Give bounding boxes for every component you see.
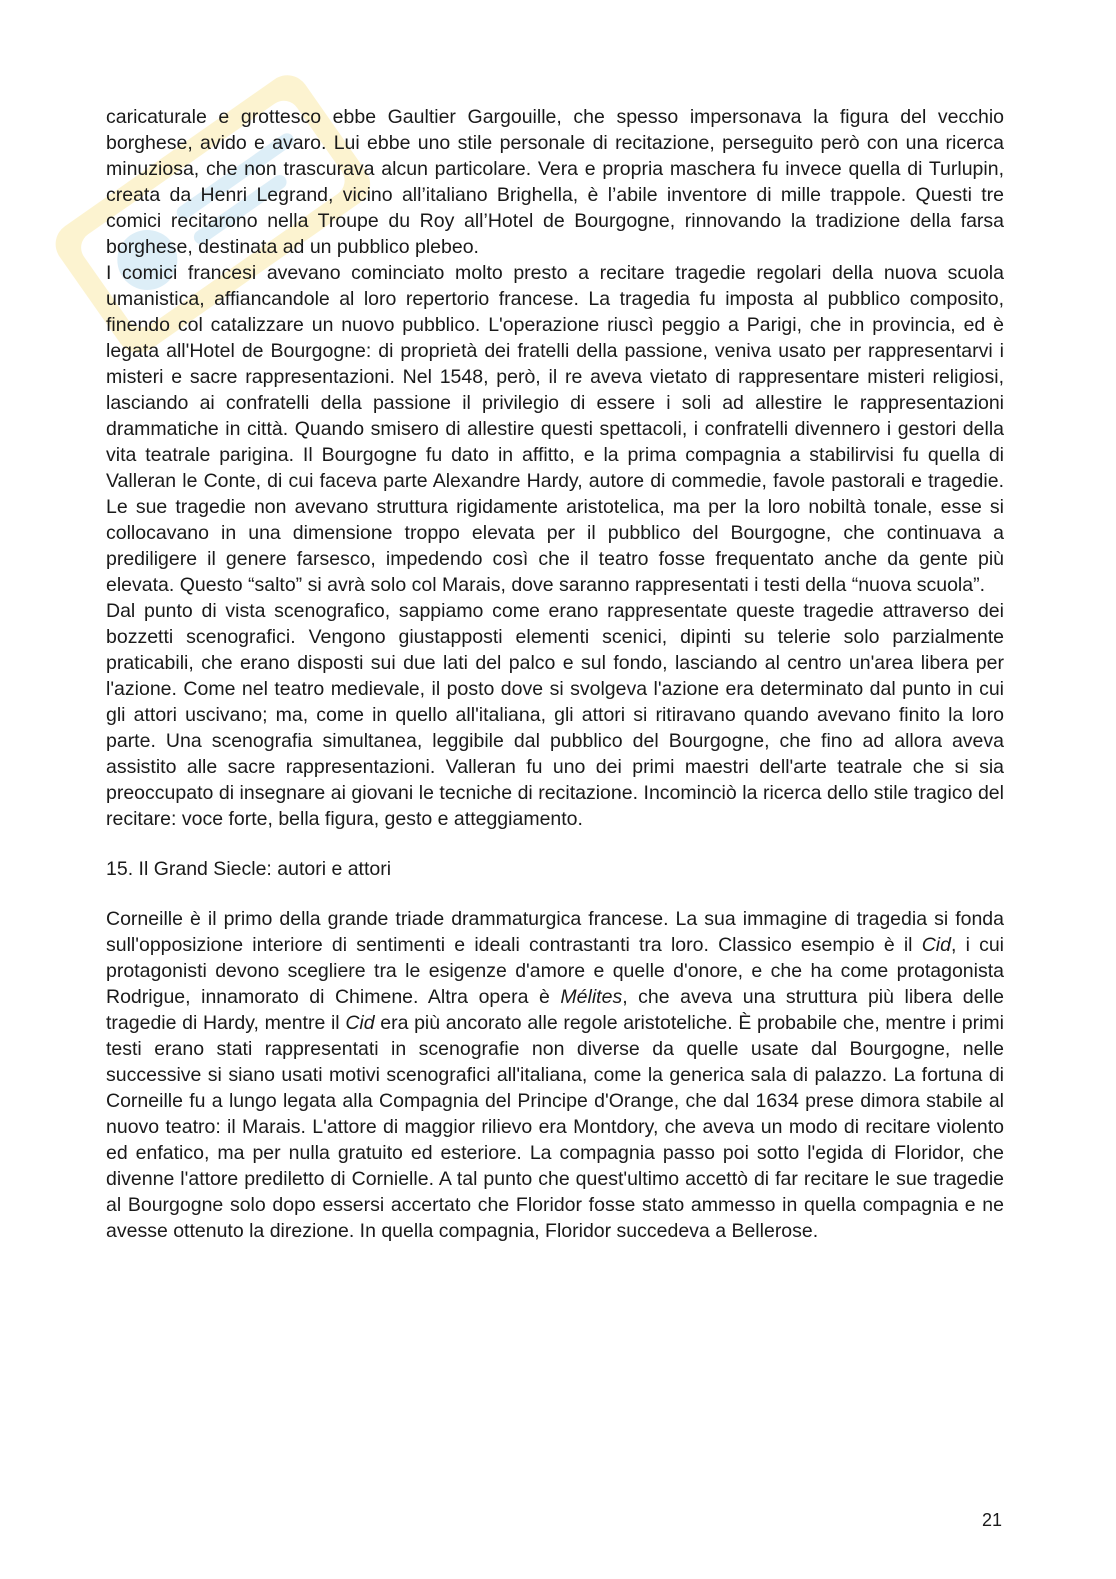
section-heading: 15. Il Grand Siecle: autori e attori (106, 858, 392, 880)
corneille-text-4: era più ancorato alle regole aristoteliche. È probabile che, mentre i primi testi erano stati rappresentati in scenografie non diverse da quelle usate dal Bourgogne, nelle successive si siano usati motivi scenografici all'italiana, come la generica sala di palazzo. La fortuna di Corneille fu a lungo legata alla Compagnia del Principe d'Orange, che dal 1634 prese dimora stabile al nuovo teatro: il Marais. L'attore di maggior rilievo era Montdory, che aveva un modo di recitare violento ed enfatico, ma per nulla gratuito ed esteriore. La compagnia passo poi sotto l'egida di Floridor, che divenne l'attore prediletto di Cornielle. A tal punto che quest'ultimo accettò di far recitare le sue tragedie al Bourgogne solo dopo essersi accertato che Floridor fosse stato ammesso in quella compagnia e ne avesse ottenuto la direzione. In quella compagnia, Floridor succedeva a Bellerose. (106, 1012, 1005, 1242)
corneille-title-cid: Cid (921, 934, 951, 956)
corneille-title-melites: Mélites (560, 986, 623, 1008)
corneille-text-3: , che aveva una struttura più libera delle tragedie di Hardy, mentre il (106, 986, 1005, 1034)
paragraph-corneille (106, 906, 1004, 1244)
corneille-text-1: Corneille è il primo della grande triade drammaturgica francese. La sua immagine di tragedia si fonda sull'opposizione interiore di sentimenti e ideali contrastanti tra loro. Classico esempio è il (106, 908, 1004, 956)
page-number: 21 (981, 1510, 1002, 1530)
paragraph-gaultier: caricaturale e grottesco ebbe Gaultier Gargouille, che spesso impersonava la figura del vecchio borghese, avido e avaro. Lui ebbe uno stile personale di recitazione, perseguito però con una ricerca minuziosa, che non trascurava alcun particolare. Vera e propria maschera fu invece quella di Turlupin, creata da Henri Legrand, vicino all’italiano Brighella, è l’abile inventore di mille trappole. Questi tre comici recitarono nella Troupe du Roy all’Hotel de Bourgogne, rinnovando la tradizione della farsa borghese, destinata ad un pubblico plebeo. (106, 106, 1004, 258)
page-body (106, 104, 1004, 1244)
paragraph-tragedie: I comici francesi avevano cominciato molto presto a recitare tragedie regolari della nuova scuola umanistica, affiancandole al loro repertorio francese. La tragedia fu imposta al pubblico composito, finendo col catalizzare un nuovo pubblico. L'operazione riuscì peggio a Parigi, che in provincia, ed è legata all'Hotel de Bourgogne: di proprietà dei fratelli della passione, veniva usato per rappresentarvi i misteri e sacre rappresentazioni. Nel 1548, però, il re aveva vietato di rappresentare misteri religiosi, lasciando ai confratelli della passione il privilegio di essere i soli ad allestire le rappresentazioni drammatiche in città. Quando smisero di allestire questi spettacoli, i confratelli divennero i gestori della vita teatrale parigina. Il Bourgogne fu dato in affitto, e la prima compagnia a stabilirvisi fu quella di Valleran le Conte, di cui faceva parte Alexandre Hardy, autore di commedie, favole pastorali e tragedie. Le sue tragedie non avevano struttura rigidamente aristotelica, ma per la loro nobiltà tonale, esse si collocavano in una dimensione troppo elevata per il pubblico del Bourgogne, che continuava a prediligere il genere farsesco, impedendo così che il teatro fosse frequentato anche da gente più elevata. Questo “salto” si avrà solo col Marais, dove saranno rappresentati i testi della “nuova scuola”. (106, 262, 1004, 596)
corneille-title-cid-2: Cid (345, 1012, 375, 1034)
paragraph-scenografia: Dal punto di vista scenografico, sappiamo come erano rappresentate queste tragedie attraverso dei bozzetti scenografici. Vengono giustapposti elementi scenici, dipinti su telerie solo parzialmente praticabili, che erano disposti sui due lati del palco e sul fondo, lasciando al centro un'area libera per l'azione. Come nel teatro medievale, il posto dove si svolgeva l'azione era determinato dal punto in cui gli attori uscivano; ma, come in quello all'italiana, gli attori si ritiravano quando avevano finito la loro parte. Una scenografia simultanea, leggibile dal pubblico del Bourgogne, che fino ad allora aveva assistito alle sacre rappresentazioni. Valleran fu uno dei primi maestri dell'arte teatrale che si sia preoccupato di insegnare ai giovani le tecniche di recitazione. Incominciò la ricerca dello stile tragico del recitare: voce forte, bella figura, gesto e atteggiamento. (106, 600, 1004, 830)
corneille-text-2: , i cui protagonisti devono scegliere tra le esigenze d'amore e quelle d'onore, e che ha come protagonista Rodrigue, innamorato di Chimene. Altra opera è (106, 934, 1005, 1008)
